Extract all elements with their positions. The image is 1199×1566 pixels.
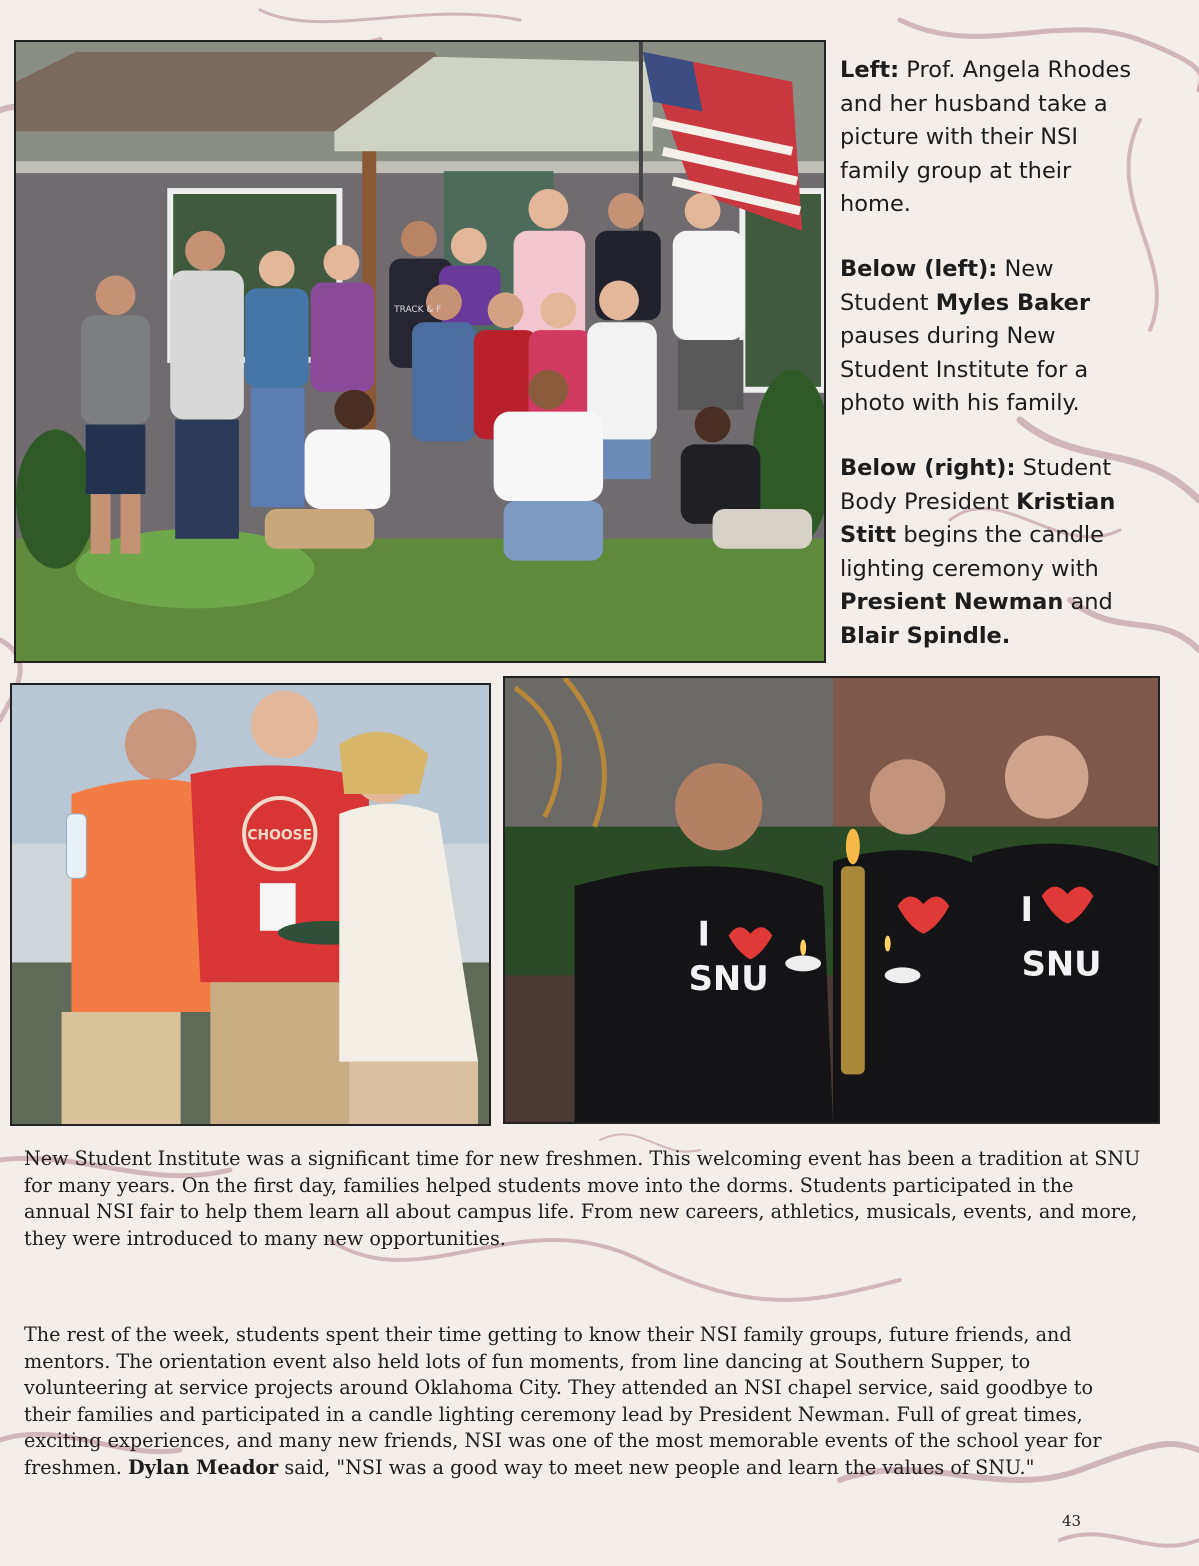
caption-below-left-label: Below (left):: [840, 255, 998, 282]
caption-below-right-text-3: and: [1070, 589, 1113, 616]
quote-text: said, "NSI was a good way to meet new people and learn the values of SNU.": [284, 1455, 1035, 1479]
body-paragraph-2: [24, 1322, 1144, 1481]
caption-below-right-text-1: Student Body President: [840, 454, 1112, 515]
body-paragraph-1: New Student Institute was a significant time for new freshmen. This welcoming event has been a tradition at SNU for many years. On the first day, families helped students move into the dorms. Students participated in the annual NSI fair to help them learn all about campus life. From new careers, athletics, musicals, events, and more, they were introduced to many new opportunities.: [24, 1147, 1141, 1250]
photo-captions: [840, 54, 1140, 685]
track-shirt-text: TRACK & F: [394, 305, 442, 316]
right-shirt-i-text: I: [1020, 889, 1034, 929]
caption-left: [840, 54, 1140, 222]
candle-lighting-photo: [503, 676, 1160, 1124]
caption-below-right-label: Below (right):: [840, 454, 1016, 481]
right-shirt-snu-text: SNU: [1021, 944, 1102, 984]
choose-shirt-text: CHOOSE: [247, 827, 313, 844]
caption-left-text: Prof. Angela Rhodes and her husband take a picture with their NSI family group at their home.: [840, 57, 1132, 218]
left-shirt-i-text: I: [697, 914, 711, 954]
myles-baker-family-photo: [10, 683, 491, 1126]
family-group-photo: [14, 40, 826, 663]
left-shirt-snu-text: SNU: [688, 959, 769, 999]
caption-below-right: [840, 452, 1140, 654]
caption-below-right-name-1: Kristian Stitt: [840, 488, 1116, 549]
quote-name: Dylan Meador: [127, 1455, 279, 1479]
caption-below-right-text-2: begins the candle lighting ceremony with: [840, 522, 1105, 582]
caption-below-left-text-1: New Student: [840, 255, 1054, 316]
caption-below-left-name-1: Myles Baker: [935, 289, 1091, 316]
caption-below-left-text-2: pauses during New Student Institute for a photo with his family.: [840, 323, 1089, 417]
caption-below-right-name-3: Blair Spindle.: [840, 622, 1011, 649]
caption-below-left: [840, 253, 1140, 421]
caption-below-right-name-2: Presient Newman: [840, 589, 1064, 616]
page-number: 43: [1062, 1512, 1082, 1530]
body-paragraph-2-text: The rest of the week, students spent their time getting to know their NSI family groups, future friends, and mentors. The orientation event also held lots of fun moments, from line dancing at Southern Supper, to volunteering at service projects around Oklahoma City. They attended an NSI chapel service, said goodbye to their families and participated in a candle lighting ceremony lead by President Newman. Full of great times, exciting experiences, and many new friends, NSI was one of the most memorable events of the school year for freshmen.: [24, 1323, 1102, 1479]
caption-left-label: Left:: [840, 57, 900, 83]
